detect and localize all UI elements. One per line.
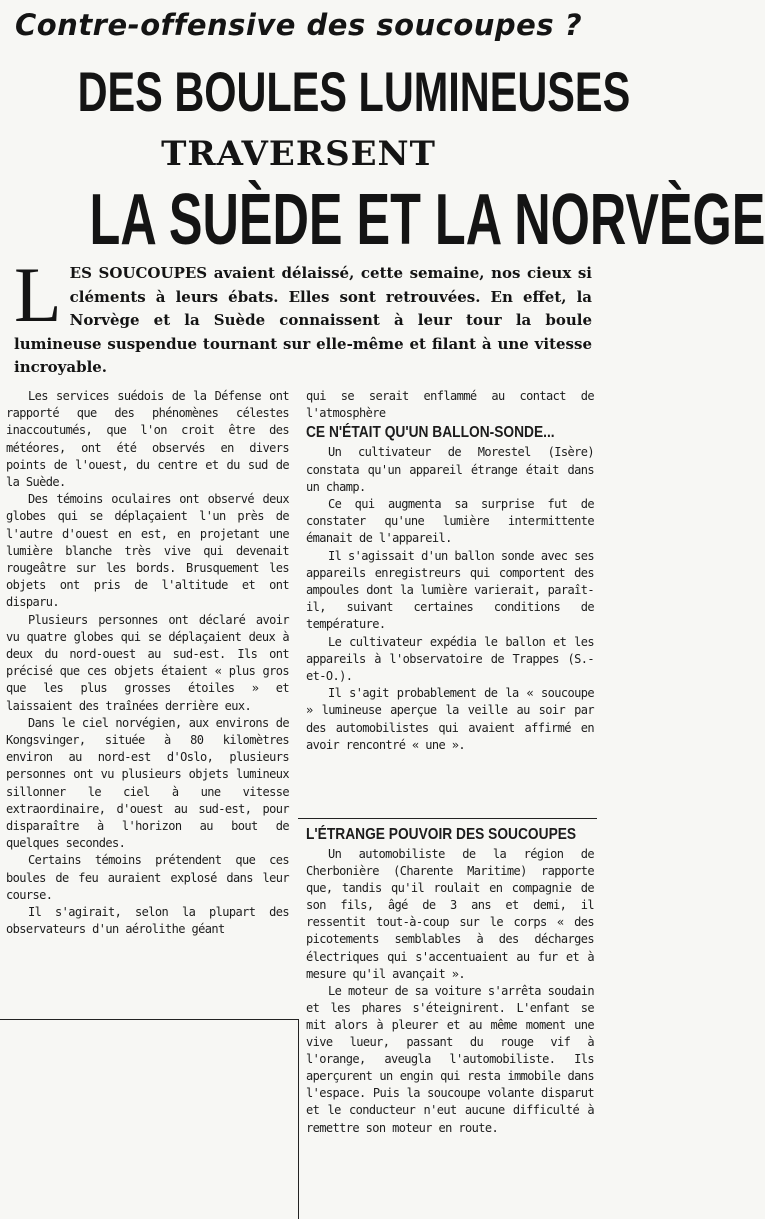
drop-cap: L (14, 251, 62, 338)
article-paragraph: Un cultivateur de Morestel (Isère) constata qu'un appareil étrange était dans un champ. (306, 445, 594, 494)
article-paragraph: Le moteur de sa voiture s'arrêta soudain et les phares s'éteignirent. L'enfant se mit alors à pleurer et au même moment une vive lueur, passant du rouge vif à l'orange, aveugla l'automobiliste. Ils aperçurent un engin qui resta immobile dans l'espace. Puis la soucoupe volante disparut et le conducteur n'eut aucune difficulté à remettre son moteur en route. (306, 983, 594, 1135)
article-paragraph: Ce qui augmenta sa surprise fut de constater qu'une lumière intermittente émanait de l'appareil. (306, 497, 594, 546)
left-column (6, 388, 289, 939)
lead-text: ES SOUCOUPES avaient délaissé, cette semaine, nos cieux si cléments à leurs ébats. Elles sont retrouvées. En effet, la Norvège et la Suède connaissent à leur tour la boule lumineuse suspendue tournant sur elle-même et filant à une vitesse incroyable. (14, 264, 592, 376)
continued-text: qui se serait enflammé au contact de l'atmosphère (306, 389, 594, 421)
right-column (306, 388, 594, 754)
headline-line-2: TRAVERSENT (161, 134, 436, 174)
article-paragraph: Le cultivateur expédia le ballon et les appareils à l'observatoire de Trappes (S.-et-O.). (306, 634, 594, 684)
boxed-story (306, 824, 594, 1137)
article-paragraph: Plusieurs personnes ont déclaré avoir vu quatre globes qui se déplaçaient deux à deux du nord-ouest au sud-est. Ils ont précisé que ces objets étaient « plus gros que les plus grosses étoiles » et laissaient des traînées derrière eux. (6, 612, 289, 713)
article-paragraph: Dans le ciel norvégien, aux environs de Kongsvinger, située à 80 kilomètres environ au nord-est d'Oslo, plusieurs personnes ont vu plusieurs objets lumineux sillonner le ciel à une vitesse extraordinaire, d'ouest au sud-est, pour disparaître à l'horizon au bout de quelques secondes. (6, 715, 289, 851)
box-subhead: L'ÉTRANGE POUVOIR DES SOUCOUPES (306, 826, 577, 843)
article-paragraph: Un automobiliste de la région de Cherbonière (Charente Maritime) rapporte que, tandis qu'il roulait en compagnie de son fils, âgé de 3 ans et demi, il ressentit tout-à-coup sur le corps « des picotements semblables à des décharges électriques qui s'accentuaient au fur et à mesure qu'il avançait ». (306, 847, 594, 981)
article-paragraph: Certains témoins prétendent que ces boules de feu auraient explosé dans leur course. (6, 853, 289, 902)
headline-line-1: DES BOULES LUMINEUSES (77, 60, 631, 123)
article-paragraph: Il s'agissait d'un ballon sonde avec ses appareils enregistreurs qui comportent des ampoules dont la lumière varierait, paraît-il, suivant certaines conditions de température. (306, 548, 594, 632)
article-paragraph: Il s'agit probablement de la « soucoupe » lumineuse aperçue la veille au soir par des automobilistes qui avaient affirmé en avoir rencontré « une ». (306, 686, 594, 752)
headline-line-3: LA SUÈDE ET LA NORVÈGE (89, 180, 765, 260)
article-paragraph: Les services suédois de la Défense ont rapporté que des phénomènes célestes inaccoutumés, que l'on croit être des météores, ont été observés en divers points de l'ouest, du centre et du sud de la Suède. (6, 389, 289, 490)
section-subhead: CE N'ÉTAIT QU'UN BALLON-SONDE... (306, 424, 555, 442)
lead-paragraph (14, 251, 592, 380)
headline-kicker: Contre-offensive des soucoupes ? (14, 8, 583, 42)
box-top-rule (298, 818, 597, 819)
left-column-bottom-rule (0, 1019, 298, 1020)
article-paragraph: Il s'agirait, selon la plupart des observateurs d'un aérolithe géant (6, 905, 289, 937)
column-rule (298, 1019, 299, 1219)
article-paragraph: Des témoins oculaires ont observé deux globes qui se déplaçaient l'un près de l'autre d'ouest en est, en projetant une lumière blanche très vive qui devenait rougeâtre sur les bords. Brusquement les objets ont pris de l'altitude et ont disparu. (6, 492, 289, 610)
